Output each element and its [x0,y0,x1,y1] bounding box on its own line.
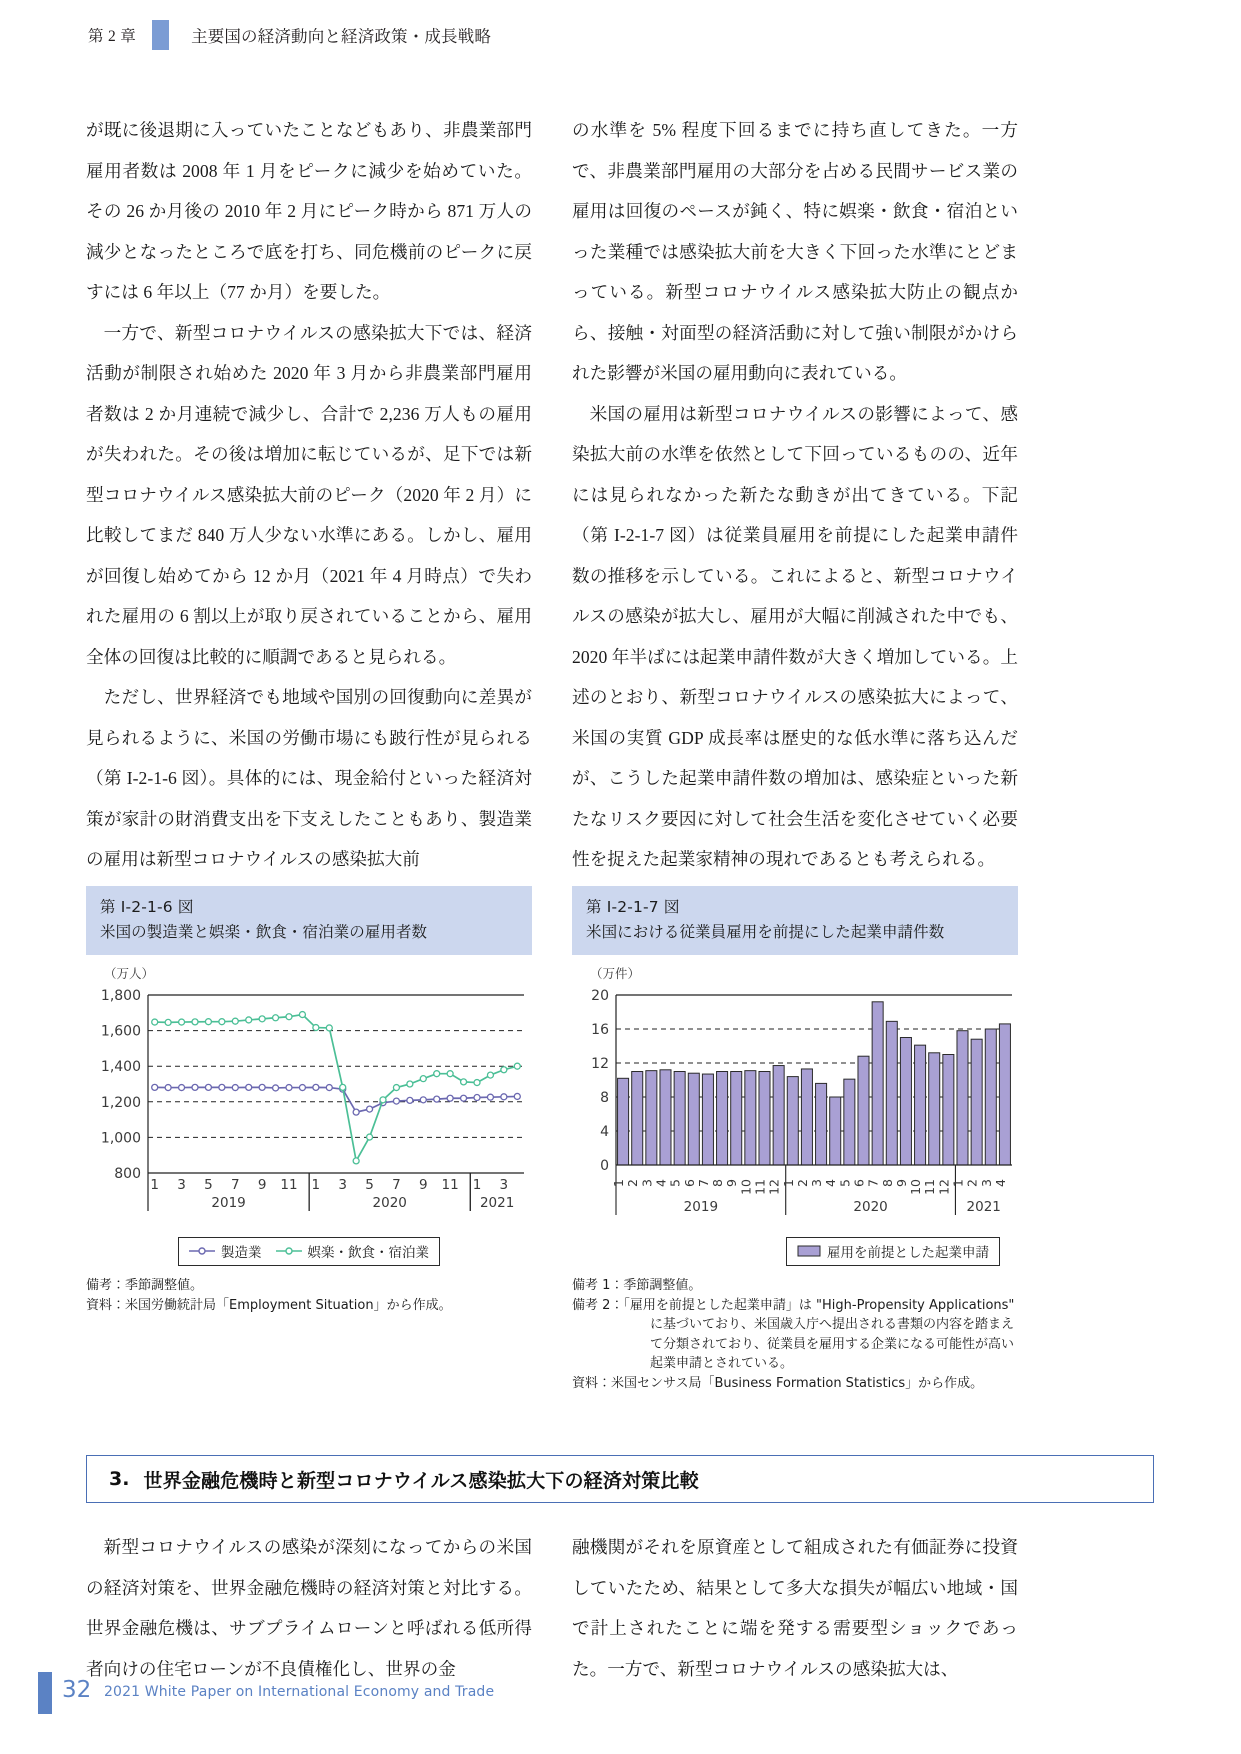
legend-item-manufacturing [189,1241,262,1261]
data-point [487,1094,493,1100]
x-axis-year-label: 2021 [966,1199,1001,1215]
bar [717,1072,728,1166]
figure-1-header [86,886,532,955]
x-axis-month-tick: 3 [978,1179,994,1187]
legend-item-leisure [276,1241,430,1261]
data-point [299,1012,305,1018]
x-axis-month-tick: 7 [695,1179,711,1187]
paragraph: 一方で、新型コロナウイルスの感染拡大下では、経済活動が制限され始めた 2020 年 3 月から非農業部門雇用者数は 2 か月連続で減少し、合計で 2,236 万人もの雇用が失われた。その後は増加に転じているが、足下では新型コロナウイルス感染拡大前のピーク（2020 年 2 月）に比較してまだ 840 万人少ない水準にある。しかし、雇用が回復し始めてから 12 か月（2021 年 4 月時点）で失われた雇用の 6 割以上が取り戻されていることから、雇用全体の回復は比較的に順調であると見られる。 [86,322,532,667]
data-point [514,1063,520,1069]
data-point [326,1085,332,1091]
data-point [353,1158,359,1164]
x-axis-month-tick: 2 [625,1179,641,1187]
data-point [501,1067,507,1073]
data-point [152,1019,158,1025]
footer-text: 2021 White Paper on International Economy and Trade [104,1684,495,1700]
legend-line-icon [189,1246,215,1256]
y-axis-tick: 16 [591,1022,609,1038]
x-axis-month-tick: 7 [392,1177,401,1193]
line-chart [86,983,532,1233]
bar [830,1097,841,1165]
data-point [434,1096,440,1102]
x-axis-year-label: 2020 [372,1195,407,1211]
running-head [88,18,1153,52]
data-point [246,1084,252,1090]
x-axis-month-tick: 6 [681,1179,697,1187]
section-3-heading [86,1455,1154,1503]
y-axis-tick: 0 [600,1158,609,1174]
x-axis-month-tick: 3 [177,1177,186,1193]
paragraph: 融機関がそれを原資産として組成された有価証券に投資していたため、結果として多大な損失が幅広い地域・国で計上されたことに端を発する需要型ショックであった。一方で、新型コロナウイルスの感染拡大は、 [572,1537,1018,1679]
data-point [152,1084,158,1090]
legend-label: 娯楽・飲食・宿泊業 [307,1245,429,1261]
bar [900,1038,911,1166]
figure-2-plot [572,983,1018,1233]
legend-swatch-icon [797,1245,821,1257]
figure-2-note-0: 備考 1：季節調整値。 [572,1278,702,1293]
y-axis-tick: 8 [600,1090,609,1106]
data-point [165,1085,171,1091]
x-axis-month-tick: 1 [150,1177,160,1193]
bar [801,1069,812,1165]
x-axis-month-tick: 2 [964,1179,980,1187]
x-axis-month-tick: 4 [653,1179,669,1187]
bar [872,1002,883,1165]
figure-2-note-1: 備考 2：「雇用を前提とした起業申請」は "High-Propensity Applications" に基づいており、米国歳入庁へ提出される書類の内容を踏まえて分類されており、従業員を雇用する企業になる可能性が高い起業申請とされている。 [572,1297,1015,1371]
legend-item-startup-applications [797,1241,989,1261]
data-point [367,1134,373,1140]
data-point [434,1071,440,1077]
figure-2-notes [572,1276,1018,1393]
x-axis-month-tick: 9 [257,1177,267,1193]
x-axis-month-tick: 5 [365,1177,374,1193]
x-axis-month-tick: 11 [441,1177,459,1193]
data-point [205,1019,211,1025]
legend-line-icon [276,1246,302,1256]
x-axis-month-tick: 3 [639,1179,655,1187]
bar [816,1083,827,1165]
data-point [273,1085,279,1091]
bar [632,1072,643,1166]
bar [929,1053,940,1165]
x-axis-month-tick: 2 [794,1179,810,1187]
body-top [86,110,1156,880]
x-axis-month-tick: 1 [780,1179,796,1187]
data-point [420,1097,426,1103]
body-bottom [86,1527,1156,1689]
paragraph: 米国の雇用は新型コロナウイルスの影響によって、感染拡大前の水準を依然として下回っているものの、近年には見られなかった新たな動きが出てきている。下記（第 I-2-1-7 図）は従業員雇用を前提にした起業申請件数の推移を示している。これによると、新型コロナウイルスの感染が拡大し、雇用が大幅に削減された中でも、2020 年半ばには起業申請件数が大きく増加している。上述のとおり、新型コロナウイルスの感染拡大によって、米国の実質 GDP 成長率は歴史的な低水準に落ち込んだが、こうした起業申請件数の増加は、感染症といった新たなリスク要因に対して社会生活を変化させていく必要性を捉えた起業家精神の現れであるとも考えられる。 [572,403,1018,869]
figure-1-note-1: 資料：米国労働統計局「Employment Situation」から作成。 [86,1297,452,1313]
data-point [313,1084,319,1090]
x-axis-month-tick: 3 [809,1179,825,1187]
data-point [299,1085,305,1091]
data-point [219,1084,225,1090]
page-footer [0,1672,1241,1718]
figure-1-legend [178,1237,440,1266]
figure-2 [572,886,1018,1393]
data-point [286,1014,292,1020]
x-axis-month-tick: 11 [752,1179,768,1195]
figure-2-legend [786,1237,1000,1266]
bar [674,1072,685,1166]
x-axis-month-tick: 5 [667,1179,683,1187]
bar [943,1055,954,1166]
data-point [420,1076,426,1082]
x-axis-month-tick: 12 [766,1179,782,1195]
y-axis-tick: 4 [600,1124,609,1140]
data-point [192,1084,198,1090]
figure-1-number: 第 I-2-1-6 図 [100,898,194,916]
figure-2-legend-wrap [572,1237,1018,1266]
x-axis-month-tick: 4 [992,1179,1008,1187]
section-3-title: 世界金融危機時と新型コロナウイルス感染拡大下の経済対策比較 [143,1469,699,1492]
data-point [273,1015,279,1021]
x-axis-month-tick: 6 [851,1179,867,1187]
series-1 [152,1084,521,1115]
bar [731,1072,742,1166]
figure-1-note-0: 備考：季節調整値。 [86,1278,204,1293]
data-point [514,1093,520,1099]
x-axis-month-tick: 8 [710,1179,726,1187]
paragraph: の水準を 5% 程度下回るまでに持ち直してきた。一方で、非農業部門雇用の大部分を占める民間サービス業の雇用は回復のペースが鈍く、特に娯楽・飲食・宿泊といった業種では感染拡大前を大きく下回った水準にとどまっている。新型コロナウイルス感染拡大防止の観点から、接触・対面型の経済活動に対して強い制限がかけられた影響が米国の雇用動向に表れている。 [572,120,1018,383]
data-point [219,1019,225,1025]
data-point [461,1095,467,1101]
bar-chart [572,983,1018,1233]
chapter-label: 第 2 章 [88,28,137,45]
data-point [447,1071,453,1077]
paragraph: 新型コロナウイルスの感染が深刻になってからの米国の経済対策を、世界金融危機時の経済対策と対比する。世界金融危機は、サブプライムローンと呼ばれる低所得者向けの住宅ローンが不良債権化し、世界の金 [86,1537,532,1679]
data-point [393,1085,399,1091]
y-axis-tick: 1,400 [100,1059,141,1076]
data-point [165,1019,171,1025]
body-bottom-left-column [86,1527,532,1689]
paragraph: ただし、世界経済でも地域や国別の回復動向に差異が見られるように、米国の労働市場にも跛行性が見られる（第 I-2-1-6 図）。具体的には、現金給付といった経済対策が家計の財消費支出を下支えしたこともあり、製造業の雇用は新型コロナウイルスの感染拡大前 [86,687,532,869]
header-accent-bar [152,20,169,50]
bar [646,1071,657,1165]
x-axis-month-tick: 1 [311,1177,321,1193]
data-point [286,1085,292,1091]
x-axis-month-tick: 10 [738,1179,754,1195]
x-axis-month-tick: 12 [936,1179,952,1195]
data-point [474,1095,480,1101]
figure-2-unit-label: （万件） [590,966,641,981]
section-3-number: 3. [109,1468,130,1490]
figure-2-note-2: 資料：米国センサス局「Business Formation Statistics」から作成。 [572,1375,984,1391]
bar [759,1072,770,1166]
bar [787,1077,798,1165]
data-point [179,1085,185,1091]
data-point [407,1097,413,1103]
figure-1 [86,886,532,1315]
data-point [313,1025,319,1031]
bar [702,1074,713,1165]
bar [745,1071,756,1165]
figure-2-number: 第 I-2-1-7 図 [586,898,680,916]
x-axis-month-tick: 11 [922,1179,938,1195]
body-top-left-column [86,110,532,880]
y-axis-tick: 12 [591,1056,609,1072]
y-axis-tick: 20 [591,988,609,1004]
y-axis-tick: 1,200 [100,1094,141,1111]
y-axis-tick: 1,600 [100,1023,141,1040]
x-axis-month-tick: 5 [837,1179,853,1187]
x-axis-month-tick: 5 [204,1177,213,1193]
bar [688,1073,699,1165]
data-point [461,1079,467,1085]
bar [660,1070,671,1165]
data-point [474,1080,480,1086]
x-axis-month-tick: 9 [418,1177,428,1193]
x-axis-month-tick: 1 [472,1177,482,1193]
data-point [179,1019,185,1025]
data-point [232,1018,238,1024]
data-point [407,1081,413,1087]
data-point [232,1085,238,1091]
data-point [326,1025,332,1031]
bar [858,1056,869,1165]
legend-label: 製造業 [221,1245,262,1261]
data-point [340,1084,346,1090]
bar [844,1079,855,1165]
x-axis-month-tick: 7 [865,1179,881,1187]
figure-1-name: 米国の製造業と娯楽・飲食・宿泊業の雇用者数 [100,923,428,941]
legend-label: 雇用を前提とした起業申請 [827,1245,989,1261]
figure-1-unit-label: （万人） [104,966,155,981]
data-point [501,1094,507,1100]
data-point [205,1084,211,1090]
figure-2-name: 米国における従業員雇用を前提にした起業申請件数 [586,923,945,941]
bar [957,1031,968,1165]
x-axis-year-label: 2019 [683,1199,719,1215]
x-axis-year-label: 2019 [211,1195,246,1211]
x-axis-month-tick: 9 [893,1179,909,1187]
x-axis-month-tick: 10 [908,1179,924,1195]
paragraph: が既に後退期に入っていたことなどもあり、非農業部門雇用者数は 2008 年 1 月をピークに減少を始めていた。その 26 か月後の 2010 年 2 月にピーク時から 871 万人の減少となったところで底を打ち、同危機前のピークに戻すには 6 年以上（77 か月）を要した。 [86,120,532,302]
bar [618,1078,629,1165]
data-point [447,1095,453,1101]
bar [915,1045,926,1165]
figure-1-notes [86,1276,532,1315]
data-point [380,1097,386,1103]
y-axis-tick: 1,000 [100,1130,141,1147]
bar [886,1021,897,1165]
x-axis-month-tick: 3 [499,1177,509,1193]
x-axis-year-label: 2021 [479,1195,515,1211]
x-axis-month-tick: 8 [879,1179,895,1187]
data-point [393,1098,399,1104]
body-top-right-column [572,110,1018,880]
bar [985,1029,996,1165]
bar [971,1039,982,1165]
x-axis-month-tick: 4 [823,1179,839,1187]
x-axis-month-tick: 9 [724,1179,740,1187]
data-point [259,1084,265,1090]
figure-1-plot [86,983,532,1233]
body-bottom-right-column [572,1527,1018,1689]
x-axis-month-tick: 11 [280,1177,298,1193]
data-point [487,1072,493,1078]
data-point [367,1106,373,1112]
bar [999,1024,1010,1165]
bar [773,1066,784,1165]
page-title: 主要国の経済動向と経済政策・成長戦略 [191,27,492,46]
x-axis-year-label: 2020 [853,1199,888,1215]
x-axis-month-tick: 7 [230,1177,240,1193]
x-axis-month-tick: 3 [338,1177,348,1193]
x-axis-month-tick: 1 [950,1179,966,1187]
page-number: 32 [62,1677,92,1703]
data-point [259,1016,265,1022]
figure-2-header [572,886,1018,955]
data-point [353,1109,359,1115]
figure-1-legend-wrap [86,1237,532,1266]
data-point [192,1019,198,1025]
footer-accent-tab [38,1672,52,1714]
x-axis-month-tick: 1 [611,1179,627,1187]
y-axis-tick: 800 [114,1166,141,1182]
data-point [246,1017,252,1023]
y-axis-tick: 1,800 [100,988,141,1004]
